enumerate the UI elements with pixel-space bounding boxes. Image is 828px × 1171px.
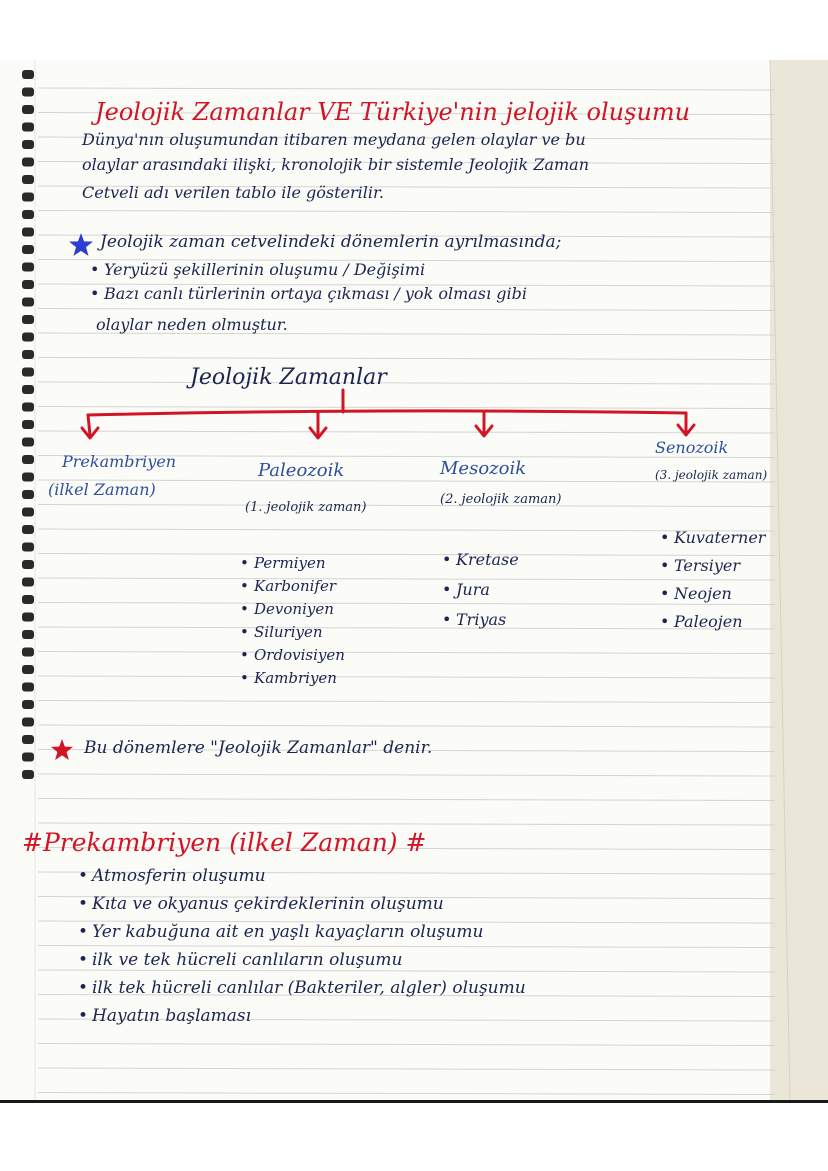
spiral-ring bbox=[22, 210, 34, 219]
spiral-ring bbox=[22, 718, 34, 727]
period-item: • Tersiyer bbox=[674, 556, 765, 584]
spiral-ring bbox=[22, 560, 34, 569]
spiral-ring bbox=[22, 175, 34, 184]
spiral-ring bbox=[22, 753, 34, 762]
period-item: • Neojen bbox=[674, 584, 765, 612]
era-prekambriyen: Prekambriyen bbox=[62, 452, 177, 471]
era-senozoik-sub: (3. jeolojik zaman) bbox=[655, 468, 768, 482]
spiral-ring bbox=[22, 315, 34, 324]
star-icon bbox=[50, 738, 74, 762]
spiral-ring bbox=[22, 368, 34, 377]
period-item: • Siluriyen bbox=[254, 623, 345, 646]
spiral-ring bbox=[22, 280, 34, 289]
spiral-ring bbox=[22, 508, 34, 517]
spiral-ring bbox=[22, 333, 34, 342]
spiral-ring bbox=[22, 123, 34, 132]
conclusion-note: Bu dönemlere "Jeolojik Zamanlar" denir. bbox=[84, 738, 433, 758]
period-item: • Jura bbox=[456, 580, 519, 610]
paleozoik-periods bbox=[254, 554, 345, 692]
spiral-ring bbox=[22, 595, 34, 604]
spiral-ring bbox=[22, 88, 34, 97]
spiral-ring bbox=[22, 648, 34, 657]
spiral-ring bbox=[22, 578, 34, 587]
spiral-ring bbox=[22, 613, 34, 622]
spiral-ring bbox=[22, 543, 34, 552]
spiral-ring bbox=[22, 298, 34, 307]
factors-end: olaylar neden olmuştur. bbox=[96, 315, 288, 334]
spiral-ring bbox=[22, 245, 34, 254]
period-item: • Kretase bbox=[456, 550, 519, 580]
spiral-ring bbox=[22, 263, 34, 272]
senozoik-periods bbox=[674, 528, 765, 640]
period-item: • Ordovisiyen bbox=[254, 646, 345, 669]
spiral-ring bbox=[22, 735, 34, 744]
spiral-ring bbox=[22, 350, 34, 359]
spiral-ring bbox=[22, 770, 34, 779]
list-item: • Yer kabuğuna ait en yaşlı kayaçların oluşumu bbox=[92, 922, 526, 950]
notebook-page bbox=[0, 60, 828, 1102]
spiral-ring bbox=[22, 700, 34, 709]
mesozoik-periods bbox=[456, 550, 519, 640]
spiral-ring bbox=[22, 630, 34, 639]
era-mesozoik: Mesozoik bbox=[440, 458, 527, 479]
star-icon bbox=[68, 232, 94, 258]
spiral-ring bbox=[22, 140, 34, 149]
intro-line-2: olaylar arasındaki ilişki, kronolojik bir sistemle Jeolojik Zaman bbox=[82, 155, 589, 174]
spiral-ring bbox=[22, 228, 34, 237]
period-item: • Kuvaterner bbox=[674, 528, 765, 556]
spiral-ring bbox=[22, 525, 34, 534]
list-item: • Hayatın başlaması bbox=[92, 1006, 526, 1034]
precambrian-list bbox=[92, 866, 526, 1034]
factor-item: • Yeryüzü şekillerinin oluşumu / Değişimi bbox=[104, 260, 527, 284]
spiral-ring bbox=[22, 70, 34, 79]
spiral-ring bbox=[22, 193, 34, 202]
list-item: • Atmosferin oluşumu bbox=[92, 866, 526, 894]
intro-line-3: Cetveli adı verilen tablo ile gösterilir. bbox=[82, 183, 384, 202]
bottom-border bbox=[0, 1100, 828, 1103]
period-item: • Paleojen bbox=[674, 612, 765, 640]
period-item: • Triyas bbox=[456, 610, 519, 640]
factors-list bbox=[104, 260, 527, 308]
list-item: • ilk tek hücreli canlılar (Bakteriler, algler) oluşumu bbox=[92, 978, 526, 1006]
spiral-ring bbox=[22, 683, 34, 692]
list-item: • ilk ve tek hücreli canlıların oluşumu bbox=[92, 950, 526, 978]
factor-item: • Bazı canlı türlerinin ortaya çıkması / yok olması gibi bbox=[104, 284, 527, 308]
section-title: #Prekambriyen (ilkel Zaman) # bbox=[22, 828, 427, 857]
period-item: • Devoniyen bbox=[254, 600, 345, 623]
intro-line-1: Dünya'nın oluşumundan itibaren meydana gelen olaylar ve bu bbox=[82, 130, 586, 149]
spiral-ring bbox=[22, 665, 34, 674]
period-item: • Permiyen bbox=[254, 554, 345, 577]
spiral-ring bbox=[22, 105, 34, 114]
page-title: Jeolojik Zamanlar VE Türkiye'nin jelojik oluşumu bbox=[95, 98, 691, 126]
era-prekambriyen-sub: (ilkel Zaman) bbox=[48, 480, 156, 499]
star-note: Jeolojik zaman cetvelindeki dönemlerin ayrılmasında; bbox=[100, 232, 562, 252]
era-paleozoik: Paleozoik bbox=[258, 460, 345, 481]
era-paleozoik-sub: (1. jeolojik zaman) bbox=[245, 500, 367, 515]
era-mesozoik-sub: (2. jeolojik zaman) bbox=[440, 492, 562, 507]
spiral-ring bbox=[22, 158, 34, 167]
period-item: • Karbonifer bbox=[254, 577, 345, 600]
diagram-title: Jeolojik Zamanlar bbox=[190, 365, 387, 390]
era-senozoik: Senozoik bbox=[655, 438, 729, 457]
period-item: • Kambriyen bbox=[254, 669, 345, 692]
list-item: • Kıta ve okyanus çekirdeklerinin oluşumu bbox=[92, 894, 526, 922]
